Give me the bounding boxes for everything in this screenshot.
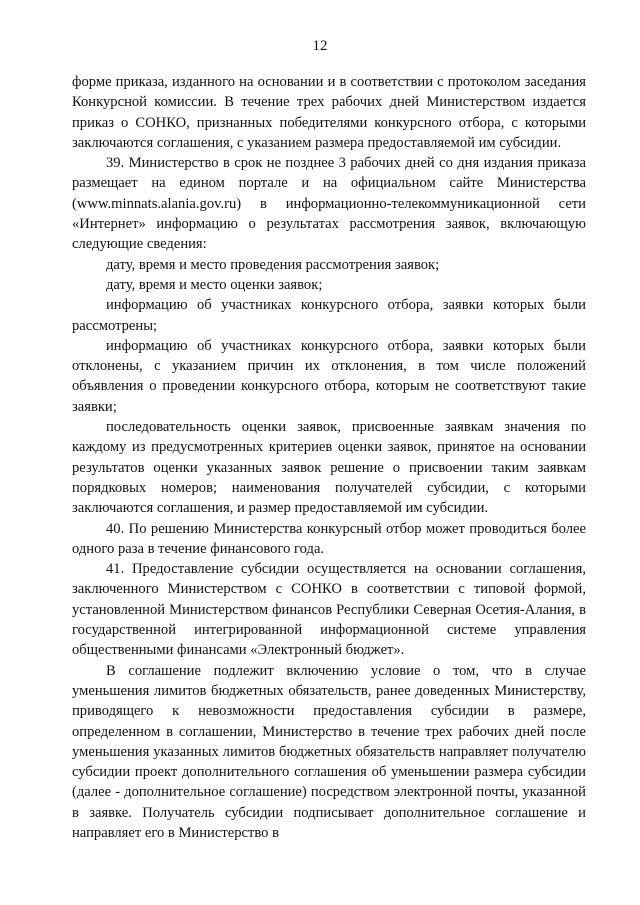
list-item-reviewed-participants: информацию об участниках конкурсного отбора, заявки которых были рассмотрены;: [72, 297, 586, 334]
paragraph-continuation: форме приказа, изданного на основании и в соответствии с протоколом заседания Конкурсной комиссии. В течение трех рабочих дней Министерством издается приказ о СОНКО, признанных победителями конкурсного отбора, с которыми заключаются соглашения, с указанием размера предоставляемой им субсидии.: [72, 74, 586, 151]
document-body: [72, 72, 586, 843]
paragraph-clause-41: 41. Предоставление субсидии осуществляется на основании соглашения, заключенного Министерством с СОНКО в соответствии с типовой формой, установленной Министерством финансов Республики Северная Осетия-Алания, в государственной интегрированной информационной системе управления общественными финансами «Электронный бюджет».: [72, 561, 586, 659]
page-number: 12: [312, 38, 328, 54]
list-item-review-date: дату, время и место проведения рассмотрения заявок;: [106, 256, 440, 273]
paragraph-clause-40: 40. По решению Министерства конкурсный отбор может проводиться более одного раза в течение финансового года.: [72, 520, 586, 557]
list-item-evaluation-sequence: последовательность оценки заявок, присвоенные заявкам значения по каждому из предусмотренных критериев оценки заявок, принятое на основании результатов оценки указанных заявок решение о присвоении таким заявкам порядковых номеров; наименования получателей субсидии, с которыми заключаются соглашения, и размер предоставляемой им субсидии.: [72, 419, 586, 517]
list-item-rejected-participants: информацию об участниках конкурсного отбора, заявки которых были отклонены, с указанием причин их отклонения, в том числе положений объявления о проведении конкурсного отбора, которым не соответствуют такие заявки;: [72, 337, 586, 415]
list-item-evaluation-date: дату, время и место оценки заявок;: [106, 276, 323, 293]
paragraph-agreement-condition: В соглашение подлежит включению условие о том, что в случае уменьшения лимитов бюджетных обязательств, ранее доведенных Министерству, приводящего к невозможности предоставления субсидии в размере, определенном в соглашении, Министерство в течение трех рабочих дней после уменьшения указанных лимитов бюджетных обязательств направляет получателю субсидии проект дополнительного соглашения об уменьшении размера субсидии (далее - дополнительное соглашение) посредством электронной почты, указанной в заявке. Получатель субсидии подписывает дополнительное соглашение и направляет его в Министерство в: [72, 662, 586, 841]
paragraph-clause-39: 39. Министерство в срок не позднее 3 рабочих дней со дня издания приказа размещает на едином портале и на официальном сайте Министерства (www.minnats.alania.gov.ru) в информационно-телекоммуникационной сети «Интернет» информацию о результатах рассмотрения заявок, включающую следующие сведения:: [72, 155, 586, 253]
